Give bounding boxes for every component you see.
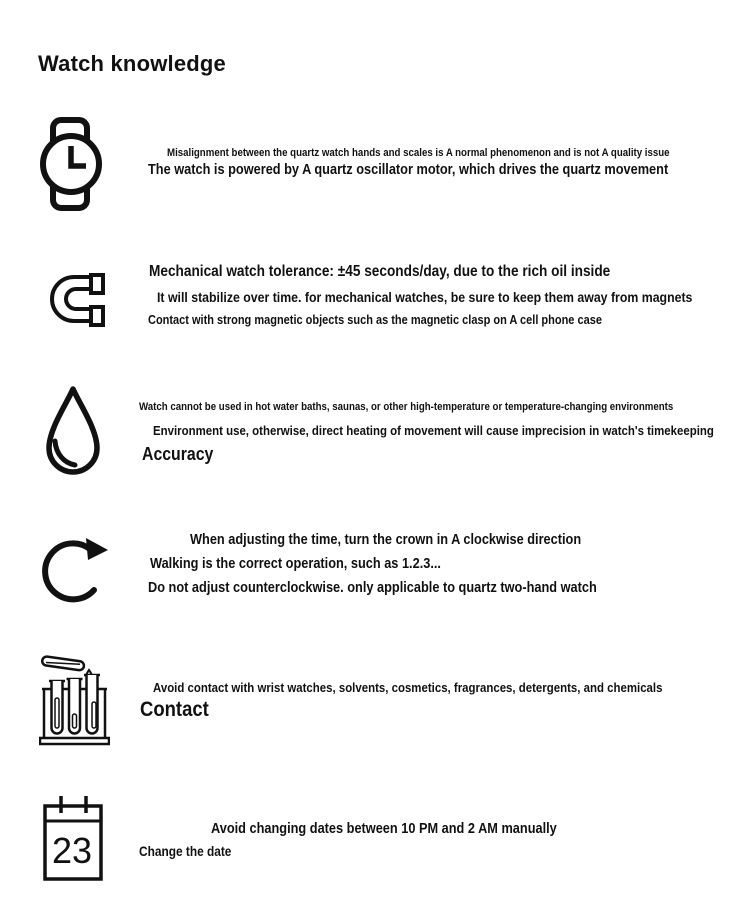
temperature-note-secondary: Environment use, otherwise, direct heating of movement will cause imprecision in watch's timekeeping: [153, 423, 714, 438]
crown-note-secondary: Walking is the correct operation, such as 1.2.3...: [150, 556, 441, 572]
crown-note-warning: Do not adjust counterclockwise. only applicable to quartz two-hand watch: [148, 580, 597, 596]
chemicals-note: Avoid contact with wrist watches, solvents, cosmetics, fragrances, detergents, and chemicals: [153, 680, 663, 695]
page-title: Watch knowledge: [38, 50, 226, 76]
wristwatch-icon: [40, 116, 104, 212]
quartz-note-main: The watch is powered by A quartz oscillator motor, which drives the quartz movement: [148, 162, 669, 178]
crown-note-main: When adjusting the time, turn the crown in A clockwise direction: [190, 532, 582, 548]
date-change-note: Avoid changing dates between 10 PM and 2 AM manually: [211, 821, 557, 837]
test-tube-rack-icon: [39, 650, 110, 747]
magnet-note-main: Mechanical watch tolerance: ±45 seconds/day, due to the rich oil inside: [149, 263, 611, 280]
temperature-note-small: Watch cannot be used in hot water baths, saunas, or other high-temperature or temperature-changing environments: [139, 401, 674, 413]
water-drop-icon: [42, 384, 104, 481]
quartz-note-small: Misalignment between the quartz watch hands and scales is A normal phenomenon and is not A quality issue: [167, 147, 670, 159]
magnet-note-secondary: It will stabilize over time. for mechanical watches, be sure to keep them away from magnets: [157, 289, 693, 305]
accuracy-heading: Accuracy: [142, 444, 214, 464]
date-change-heading: Change the date: [139, 844, 232, 859]
calendar-day-number: 23: [51, 830, 93, 871]
clockwise-rotation-icon: [41, 528, 108, 610]
magnet-note-small: Contact with strong magnetic objects such as the magnetic clasp on A cell phone case: [148, 313, 602, 327]
calendar-icon: [42, 793, 104, 883]
contact-heading: Contact: [140, 698, 209, 721]
magnet-icon: [47, 268, 105, 332]
